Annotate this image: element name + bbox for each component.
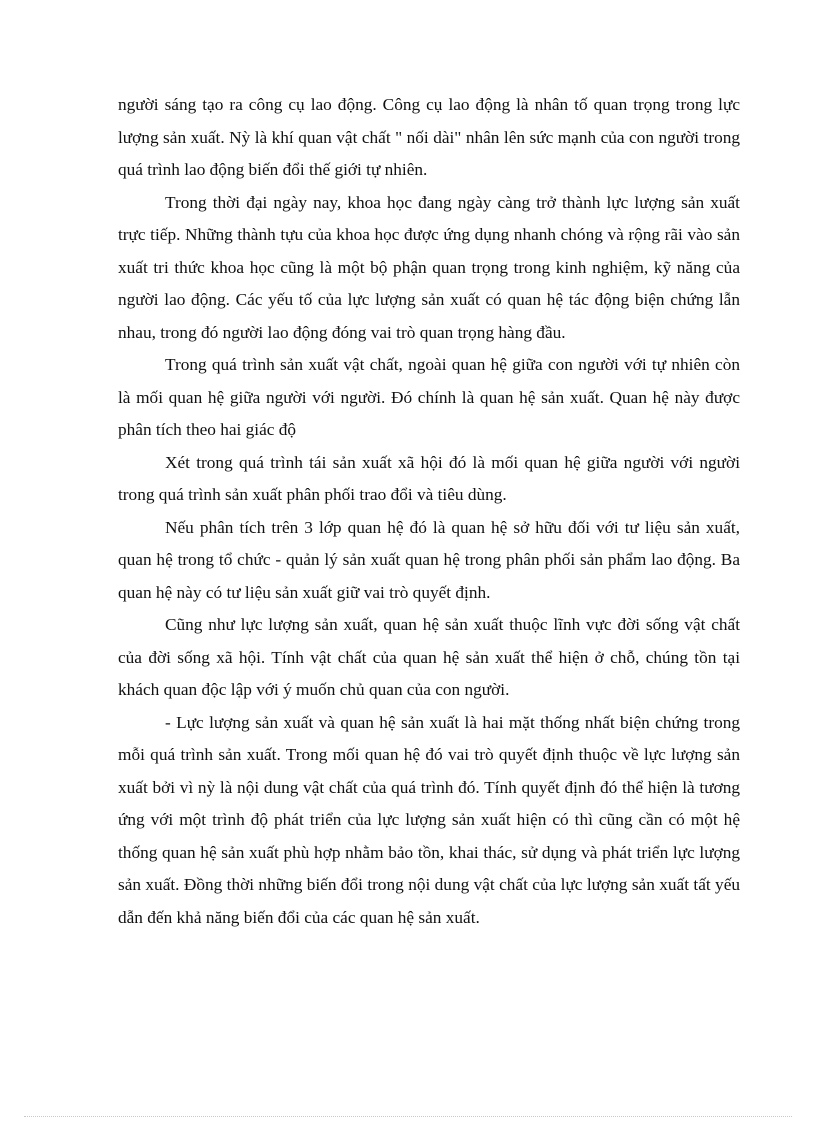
paragraph-7: - Lực lượng sản xuất và quan hệ sản xuất là hai mặt thống nhất biện chứng trong mỗi quá trình sản xuất. Trong mối quan hệ đó vai trò quyết định thuộc về lực lượng sản xuất bởi vì nỳ là nội dung vật chất của quá trình đó. Tính quyết định đó thể hiện là tương ứng với một trình độ phát triển của lực lượng sản xuất hiện có thì cũng cần có một hệ thống quan hệ sản xuất phù hợp nhằm bảo tồn, khai thác, sử dụng và phát triển lực lượng sản xuất. Đồng thời những biến đổi trong nội dung vật chất của lực lượng sản xuất tất yếu dẫn đến khả năng biến đổi của các quan hệ sản xuất. <box>118 712 740 927</box>
paragraph-6: Cũng như lực lượng sản xuất, quan hệ sản xuất thuộc lĩnh vực đời sống vật chất của đời sống xã hội. Tính vật chất của quan hệ sản xuất thể hiện ở chỗ, chúng tồn tại khách quan độc lập với ý muốn chủ quan của con người. <box>118 615 740 699</box>
page-bottom-divider <box>24 1116 792 1117</box>
paragraph-1: người sáng tạo ra công cụ lao động. Công cụ lao động là nhân tố quan trọng trong lực lượng sản xuất. Nỳ là khí quan vật chất " nối dài" nhân lên sức mạnh của con người trong quá trình lao động biến đổi thế giới tự nhiên. <box>118 95 740 179</box>
paragraph-3: Trong quá trình sản xuất vật chất, ngoài quan hệ giữa con người với tự nhiên còn là mối quan hệ giữa người với người. Đó chính là quan hệ sản xuất. Quan hệ này được phân tích theo hai giác độ <box>118 355 740 439</box>
paragraph-4: Xét trong quá trình tái sản xuất xã hội đó là mối quan hệ giữa người với người trong quá trình sản xuất phân phối trao đổi và tiêu dùng. <box>118 452 740 504</box>
paragraph-2: Trong thời đại ngày nay, khoa học đang ngày càng trở thành lực lượng sản xuất trực tiếp. Những thành tựu của khoa học được ứng dụng nhanh chóng và rộng rãi vào sản xuất tri thức khoa học cũng là một bộ phận quan trọng trong kinh nghiệm, kỹ năng của người lao động. Các yếu tố của lực lượng sản xuất có quan hệ tác động biện chứng lẫn nhau, trong đó người lao động đóng vai trò quan trọng hàng đầu. <box>118 192 740 342</box>
body-text <box>118 89 740 934</box>
paragraph-5: Nếu phân tích trên 3 lớp quan hệ đó là quan hệ sở hữu đối với tư liệu sản xuất, quan hệ trong tổ chức - quản lý sản xuất quan hệ trong phân phối sản phẩm lao động. Ba quan hệ này có tư liệu sản xuất giữ vai trò quyết định. <box>118 517 740 602</box>
